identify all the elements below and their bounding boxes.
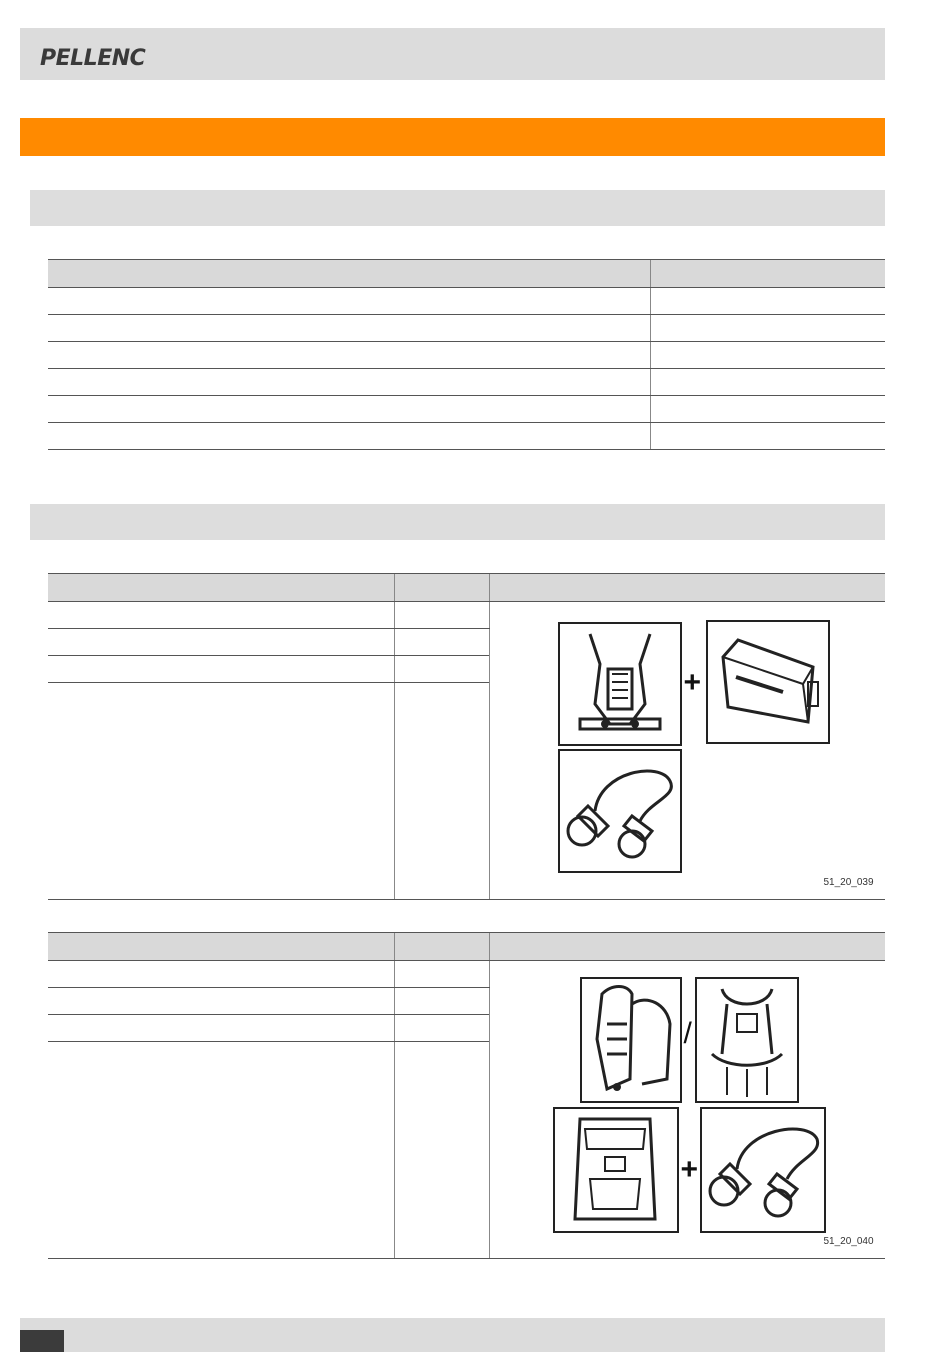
table-header	[650, 260, 885, 288]
table-row	[48, 961, 885, 988]
harness-icon	[558, 622, 682, 746]
spec-table-1	[48, 259, 885, 450]
image-cell	[489, 602, 885, 900]
header-band	[20, 28, 885, 80]
table-header	[489, 574, 885, 602]
or-separator: /	[683, 1017, 692, 1050]
table-row	[48, 288, 885, 315]
image-cell	[489, 961, 885, 1259]
cable-icon	[558, 749, 682, 873]
table-header	[48, 574, 394, 602]
table-row	[48, 342, 885, 369]
table-row	[48, 369, 885, 396]
battery-icon	[553, 1107, 679, 1233]
page-number-tab	[20, 1330, 64, 1352]
table-row	[48, 315, 885, 342]
footer-band	[20, 1318, 885, 1352]
plus-symbol: +	[683, 666, 702, 699]
cable-icon	[700, 1107, 826, 1233]
table-header	[48, 933, 394, 961]
kit-table-1	[48, 573, 885, 900]
table-header	[394, 933, 489, 961]
image-reference: 51_20_040	[823, 1236, 874, 1247]
table-header	[394, 574, 489, 602]
table-row	[48, 602, 885, 629]
table-row	[48, 423, 885, 450]
image-reference: 51_20_039	[823, 877, 874, 888]
battery-icon	[706, 620, 830, 744]
table-header	[48, 260, 650, 288]
pellenc-logo: PELLENC	[40, 46, 146, 71]
table-row	[48, 396, 885, 423]
section-header-2	[30, 504, 885, 540]
kit-table-2	[48, 932, 885, 1259]
title-bar	[20, 118, 885, 156]
table-header	[489, 933, 885, 961]
harness-alt-icon	[695, 977, 799, 1103]
section-header-1	[30, 190, 885, 226]
harness-icon	[580, 977, 682, 1103]
plus-symbol: +	[680, 1153, 699, 1186]
